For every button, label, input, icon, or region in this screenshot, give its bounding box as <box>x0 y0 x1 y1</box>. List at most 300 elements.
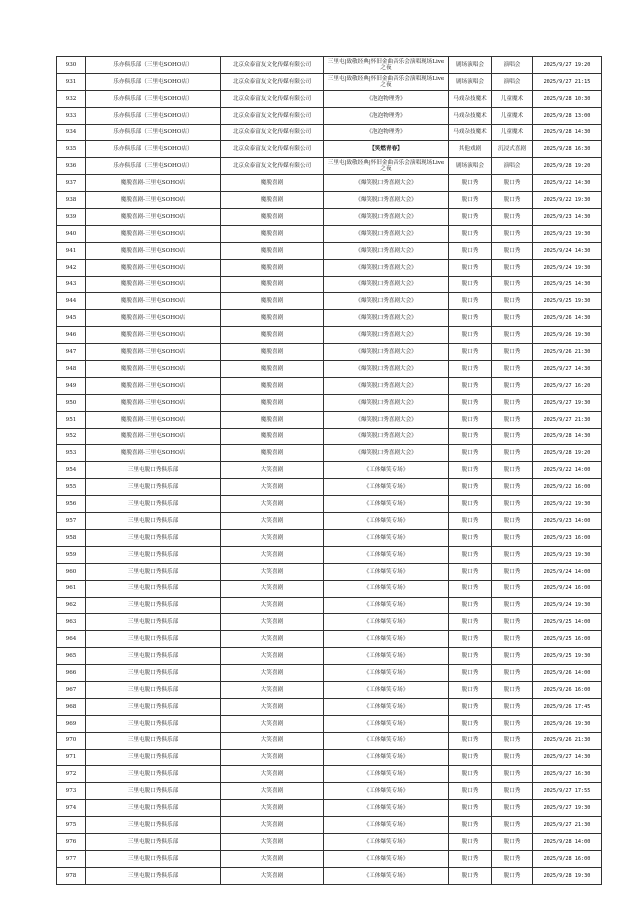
table-row <box>57 715 602 732</box>
category-cell: 脱口秀 <box>449 833 492 850</box>
table-row <box>57 648 602 665</box>
organizer-cell: 魔脱喜剧 <box>221 394 324 411</box>
organizer-cell: 大笑喜剧 <box>221 496 324 513</box>
table-row <box>57 90 602 107</box>
category-cell: 脱口秀 <box>449 529 492 546</box>
category-cell: 脱口秀 <box>449 681 492 698</box>
category-cell: 剧场演唱会 <box>449 57 492 74</box>
organizer-cell: 大笑喜剧 <box>221 817 324 834</box>
subcategory-cell: 脱口秀 <box>492 192 533 209</box>
category-cell: 脱口秀 <box>449 817 492 834</box>
category-cell: 剧场演唱会 <box>449 158 492 175</box>
subcategory-cell: 儿童魔术 <box>492 124 533 141</box>
table-row <box>57 209 602 226</box>
row-number-cell: 942 <box>57 259 86 276</box>
subcategory-cell: 脱口秀 <box>492 817 533 834</box>
performance-schedule-table <box>56 56 602 885</box>
datetime-cell: 2025/9/26 21:30 <box>533 344 602 361</box>
venue-cell: 三里屯脱口秀俱乐部 <box>86 732 221 749</box>
show-title-cell: 《工体爆笑专场》 <box>324 766 449 783</box>
organizer-cell: 大笑喜剧 <box>221 749 324 766</box>
show-title-cell: 《泡泡物理秀》 <box>324 90 449 107</box>
table-row <box>57 411 602 428</box>
show-title-cell: 《爆笑脱口秀喜剧大会》 <box>324 327 449 344</box>
row-number-cell: 977 <box>57 850 86 867</box>
category-cell: 脱口秀 <box>449 800 492 817</box>
subcategory-cell: 沉浸式喜剧 <box>492 141 533 158</box>
category-cell: 脱口秀 <box>449 665 492 682</box>
subcategory-cell: 演唱会 <box>492 73 533 90</box>
table-row <box>57 192 602 209</box>
row-number-cell: 930 <box>57 57 86 74</box>
datetime-cell: 2025/9/27 19:20 <box>533 57 602 74</box>
show-title-cell: 《爆笑脱口秀喜剧大会》 <box>324 293 449 310</box>
row-number-cell: 953 <box>57 445 86 462</box>
table-row <box>57 479 602 496</box>
subcategory-cell: 脱口秀 <box>492 225 533 242</box>
datetime-cell: 2025/9/28 14:00 <box>533 833 602 850</box>
venue-cell: 三里屯脱口秀俱乐部 <box>86 529 221 546</box>
datetime-cell: 2025/9/27 14:30 <box>533 361 602 378</box>
organizer-cell: 魔脱喜剧 <box>221 276 324 293</box>
datetime-cell: 2025/9/24 16:00 <box>533 580 602 597</box>
organizer-cell: 魔脱喜剧 <box>221 327 324 344</box>
show-title-cell: 《爆笑脱口秀喜剧大会》 <box>324 377 449 394</box>
show-title-cell: 《工体爆笑专场》 <box>324 546 449 563</box>
organizer-cell: 大笑喜剧 <box>221 783 324 800</box>
datetime-cell: 2025/9/26 19:30 <box>533 327 602 344</box>
datetime-cell: 2025/9/22 14:00 <box>533 462 602 479</box>
venue-cell: 魔脱喜剧-三里屯SOHO店 <box>86 411 221 428</box>
category-cell: 脱口秀 <box>449 715 492 732</box>
row-number-cell: 971 <box>57 749 86 766</box>
datetime-cell: 2025/9/22 19:30 <box>533 496 602 513</box>
datetime-cell: 2025/9/28 10:30 <box>533 90 602 107</box>
show-title-cell: 《爆笑脱口秀喜剧大会》 <box>324 242 449 259</box>
subcategory-cell: 脱口秀 <box>492 462 533 479</box>
show-title-cell: 《工体爆笑专场》 <box>324 496 449 513</box>
datetime-cell: 2025/9/26 19:30 <box>533 715 602 732</box>
organizer-cell: 大笑喜剧 <box>221 546 324 563</box>
subcategory-cell: 脱口秀 <box>492 377 533 394</box>
row-number-cell: 969 <box>57 715 86 732</box>
subcategory-cell: 脱口秀 <box>492 513 533 530</box>
venue-cell: 乐亦俱乐部（三里屯SOHO店） <box>86 124 221 141</box>
subcategory-cell: 脱口秀 <box>492 209 533 226</box>
venue-cell: 魔脱喜剧-三里屯SOHO店 <box>86 310 221 327</box>
venue-cell: 魔脱喜剧-三里屯SOHO店 <box>86 209 221 226</box>
organizer-cell: 魔脱喜剧 <box>221 377 324 394</box>
show-title-cell: 《工体爆笑专场》 <box>324 681 449 698</box>
venue-cell: 三里屯脱口秀俱乐部 <box>86 513 221 530</box>
venue-cell: 三里屯脱口秀俱乐部 <box>86 833 221 850</box>
subcategory-cell: 脱口秀 <box>492 698 533 715</box>
table-row <box>57 800 602 817</box>
datetime-cell: 2025/9/28 16:00 <box>533 850 602 867</box>
venue-cell: 三里屯脱口秀俱乐部 <box>86 631 221 648</box>
subcategory-cell: 脱口秀 <box>492 597 533 614</box>
show-title-cell: 《爆笑脱口秀喜剧大会》 <box>324 361 449 378</box>
subcategory-cell: 脱口秀 <box>492 732 533 749</box>
venue-cell: 魔脱喜剧-三里屯SOHO店 <box>86 192 221 209</box>
category-cell: 脱口秀 <box>449 175 492 192</box>
row-number-cell: 938 <box>57 192 86 209</box>
subcategory-cell: 脱口秀 <box>492 529 533 546</box>
row-number-cell: 965 <box>57 648 86 665</box>
row-number-cell: 970 <box>57 732 86 749</box>
organizer-cell: 大笑喜剧 <box>221 580 324 597</box>
subcategory-cell: 演唱会 <box>492 57 533 74</box>
organizer-cell: 大笑喜剧 <box>221 665 324 682</box>
table-row <box>57 580 602 597</box>
organizer-cell: 魔脱喜剧 <box>221 310 324 327</box>
subcategory-cell: 儿童魔术 <box>492 90 533 107</box>
row-number-cell: 944 <box>57 293 86 310</box>
venue-cell: 魔脱喜剧-三里屯SOHO店 <box>86 276 221 293</box>
datetime-cell: 2025/9/27 21:30 <box>533 411 602 428</box>
organizer-cell: 大笑喜剧 <box>221 513 324 530</box>
row-number-cell: 931 <box>57 73 86 90</box>
subcategory-cell: 脱口秀 <box>492 445 533 462</box>
row-number-cell: 966 <box>57 665 86 682</box>
venue-cell: 三里屯脱口秀俱乐部 <box>86 546 221 563</box>
venue-cell: 三里屯脱口秀俱乐部 <box>86 580 221 597</box>
table-row <box>57 529 602 546</box>
organizer-cell: 魔脱喜剧 <box>221 192 324 209</box>
show-title-cell: 《爆笑脱口秀喜剧大会》 <box>324 209 449 226</box>
show-title-cell: 《工体爆笑专场》 <box>324 597 449 614</box>
table-row <box>57 225 602 242</box>
venue-cell: 魔脱喜剧-三里屯SOHO店 <box>86 445 221 462</box>
organizer-cell: 大笑喜剧 <box>221 850 324 867</box>
subcategory-cell: 脱口秀 <box>492 783 533 800</box>
row-number-cell: 949 <box>57 377 86 394</box>
venue-cell: 魔脱喜剧-三里屯SOHO店 <box>86 242 221 259</box>
subcategory-cell: 脱口秀 <box>492 665 533 682</box>
row-number-cell: 940 <box>57 225 86 242</box>
subcategory-cell: 脱口秀 <box>492 479 533 496</box>
datetime-cell: 2025/9/24 14:00 <box>533 563 602 580</box>
organizer-cell: 北京众泰富友文化传媒有限公司 <box>221 73 324 90</box>
subcategory-cell: 脱口秀 <box>492 496 533 513</box>
table-row <box>57 867 602 884</box>
row-number-cell: 967 <box>57 681 86 698</box>
show-title-cell: 《爆笑脱口秀喜剧大会》 <box>324 175 449 192</box>
datetime-cell: 2025/9/25 19:30 <box>533 293 602 310</box>
document-page <box>56 56 591 885</box>
show-title-cell: 《工体爆笑专场》 <box>324 732 449 749</box>
datetime-cell: 2025/9/28 13:00 <box>533 107 602 124</box>
category-cell: 脱口秀 <box>449 580 492 597</box>
table-row <box>57 563 602 580</box>
venue-cell: 三里屯脱口秀俱乐部 <box>86 614 221 631</box>
show-title-cell: 《工体爆笑专场》 <box>324 817 449 834</box>
row-number-cell: 974 <box>57 800 86 817</box>
table-row <box>57 361 602 378</box>
datetime-cell: 2025/9/28 14:30 <box>533 124 602 141</box>
venue-cell: 三里屯脱口秀俱乐部 <box>86 563 221 580</box>
venue-cell: 三里屯脱口秀俱乐部 <box>86 462 221 479</box>
row-number-cell: 939 <box>57 209 86 226</box>
category-cell: 脱口秀 <box>449 698 492 715</box>
category-cell: 脱口秀 <box>449 462 492 479</box>
row-number-cell: 948 <box>57 361 86 378</box>
venue-cell: 乐亦俱乐部（三里屯SOHO店） <box>86 158 221 175</box>
row-number-cell: 978 <box>57 867 86 884</box>
show-title-cell: 《工体爆笑专场》 <box>324 715 449 732</box>
row-number-cell: 975 <box>57 817 86 834</box>
datetime-cell: 2025/9/27 16:30 <box>533 766 602 783</box>
category-cell: 脱口秀 <box>449 479 492 496</box>
subcategory-cell: 脱口秀 <box>492 749 533 766</box>
datetime-cell: 2025/9/23 14:00 <box>533 513 602 530</box>
table-row <box>57 698 602 715</box>
subcategory-cell: 儿童魔术 <box>492 107 533 124</box>
row-number-cell: 933 <box>57 107 86 124</box>
show-title-cell: 《工体爆笑专场》 <box>324 867 449 884</box>
venue-cell: 乐亦俱乐部（三里屯SOHO店） <box>86 73 221 90</box>
datetime-cell: 2025/9/27 21:15 <box>533 73 602 90</box>
subcategory-cell: 脱口秀 <box>492 648 533 665</box>
table-row <box>57 124 602 141</box>
table-row <box>57 513 602 530</box>
category-cell: 脱口秀 <box>449 225 492 242</box>
row-number-cell: 964 <box>57 631 86 648</box>
category-cell: 脱口秀 <box>449 394 492 411</box>
row-number-cell: 945 <box>57 310 86 327</box>
table-row <box>57 749 602 766</box>
table-row <box>57 310 602 327</box>
subcategory-cell: 脱口秀 <box>492 327 533 344</box>
category-cell: 脱口秀 <box>449 648 492 665</box>
category-cell: 脱口秀 <box>449 597 492 614</box>
subcategory-cell: 脱口秀 <box>492 563 533 580</box>
subcategory-cell: 脱口秀 <box>492 681 533 698</box>
show-title-cell: 三里屯|致敬经典|怀旧金曲音乐会演唱现场Live之夜 <box>324 57 449 74</box>
row-number-cell: 947 <box>57 344 86 361</box>
datetime-cell: 2025/9/27 19:30 <box>533 800 602 817</box>
organizer-cell: 魔脱喜剧 <box>221 428 324 445</box>
organizer-cell: 大笑喜剧 <box>221 732 324 749</box>
datetime-cell: 2025/9/28 14:30 <box>533 428 602 445</box>
datetime-cell: 2025/9/27 19:30 <box>533 394 602 411</box>
datetime-cell: 2025/9/28 19:20 <box>533 445 602 462</box>
show-title-cell: 《爆笑脱口秀喜剧大会》 <box>324 192 449 209</box>
datetime-cell: 2025/9/27 17:55 <box>533 783 602 800</box>
category-cell: 脱口秀 <box>449 546 492 563</box>
show-title-cell: 《工体爆笑专场》 <box>324 783 449 800</box>
show-title-cell: 《爆笑脱口秀喜剧大会》 <box>324 276 449 293</box>
table-row <box>57 766 602 783</box>
category-cell: 脱口秀 <box>449 749 492 766</box>
show-title-cell: 《爆笑脱口秀喜剧大会》 <box>324 310 449 327</box>
show-title-cell: 《工体爆笑专场》 <box>324 648 449 665</box>
venue-cell: 三里屯脱口秀俱乐部 <box>86 698 221 715</box>
datetime-cell: 2025/9/25 14:30 <box>533 276 602 293</box>
category-cell: 脱口秀 <box>449 242 492 259</box>
organizer-cell: 魔脱喜剧 <box>221 361 324 378</box>
category-cell: 剧场演唱会 <box>449 73 492 90</box>
row-number-cell: 952 <box>57 428 86 445</box>
subcategory-cell: 脱口秀 <box>492 546 533 563</box>
table-row <box>57 242 602 259</box>
subcategory-cell: 脱口秀 <box>492 242 533 259</box>
venue-cell: 魔脱喜剧-三里屯SOHO店 <box>86 175 221 192</box>
subcategory-cell: 脱口秀 <box>492 276 533 293</box>
category-cell: 脱口秀 <box>449 732 492 749</box>
table-row <box>57 293 602 310</box>
table-row <box>57 57 602 74</box>
organizer-cell: 大笑喜剧 <box>221 715 324 732</box>
show-title-cell: 《工体爆笑专场》 <box>324 698 449 715</box>
venue-cell: 三里屯脱口秀俱乐部 <box>86 479 221 496</box>
organizer-cell: 大笑喜剧 <box>221 800 324 817</box>
row-number-cell: 955 <box>57 479 86 496</box>
table-row <box>57 665 602 682</box>
datetime-cell: 2025/9/26 21:30 <box>533 732 602 749</box>
show-title-cell: 《爆笑脱口秀喜剧大会》 <box>324 394 449 411</box>
table-row <box>57 445 602 462</box>
organizer-cell: 大笑喜剧 <box>221 597 324 614</box>
category-cell: 脱口秀 <box>449 327 492 344</box>
organizer-cell: 北京众泰富友文化传媒有限公司 <box>221 124 324 141</box>
organizer-cell: 大笑喜剧 <box>221 648 324 665</box>
row-number-cell: 972 <box>57 766 86 783</box>
row-number-cell: 956 <box>57 496 86 513</box>
show-title-cell: 《爆笑脱口秀喜剧大会》 <box>324 344 449 361</box>
show-title-cell: 《工体爆笑专场》 <box>324 665 449 682</box>
datetime-cell: 2025/9/26 14:30 <box>533 310 602 327</box>
organizer-cell: 大笑喜剧 <box>221 867 324 884</box>
row-number-cell: 968 <box>57 698 86 715</box>
datetime-cell: 2025/9/28 19:20 <box>533 158 602 175</box>
show-title-cell: 三里屯|致敬经典|怀旧金曲音乐会演唱现场Live之夜 <box>324 158 449 175</box>
table-row <box>57 428 602 445</box>
show-title-cell: 《工体爆笑专场》 <box>324 563 449 580</box>
category-cell: 脱口秀 <box>449 361 492 378</box>
table-row <box>57 833 602 850</box>
venue-cell: 魔脱喜剧-三里屯SOHO店 <box>86 377 221 394</box>
table-row <box>57 394 602 411</box>
subcategory-cell: 脱口秀 <box>492 631 533 648</box>
venue-cell: 三里屯脱口秀俱乐部 <box>86 800 221 817</box>
category-cell: 脱口秀 <box>449 563 492 580</box>
subcategory-cell: 脱口秀 <box>492 411 533 428</box>
datetime-cell: 2025/9/22 16:00 <box>533 479 602 496</box>
category-cell: 马戏杂技魔术 <box>449 124 492 141</box>
table-row <box>57 631 602 648</box>
subcategory-cell: 脱口秀 <box>492 867 533 884</box>
datetime-cell: 2025/9/24 19:30 <box>533 259 602 276</box>
organizer-cell: 大笑喜剧 <box>221 833 324 850</box>
table-row <box>57 614 602 631</box>
table-row <box>57 175 602 192</box>
row-number-cell: 941 <box>57 242 86 259</box>
show-title-cell: 《爆笑脱口秀喜剧大会》 <box>324 428 449 445</box>
table-row <box>57 158 602 175</box>
organizer-cell: 魔脱喜剧 <box>221 175 324 192</box>
organizer-cell: 北京众泰富友文化传媒有限公司 <box>221 141 324 158</box>
row-number-cell: 950 <box>57 394 86 411</box>
category-cell: 脱口秀 <box>449 496 492 513</box>
category-cell: 其他戏剧 <box>449 141 492 158</box>
organizer-cell: 魔脱喜剧 <box>221 259 324 276</box>
subcategory-cell: 脱口秀 <box>492 293 533 310</box>
table-row <box>57 141 602 158</box>
category-cell: 脱口秀 <box>449 513 492 530</box>
category-cell: 脱口秀 <box>449 850 492 867</box>
organizer-cell: 魔脱喜剧 <box>221 344 324 361</box>
venue-cell: 乐亦俱乐部（三里屯SOHO店） <box>86 141 221 158</box>
category-cell: 脱口秀 <box>449 209 492 226</box>
datetime-cell: 2025/9/25 16:00 <box>533 631 602 648</box>
show-title-cell: 《泡泡物理秀》 <box>324 107 449 124</box>
subcategory-cell: 脱口秀 <box>492 361 533 378</box>
show-title-cell: 《工体爆笑专场》 <box>324 850 449 867</box>
table-row <box>57 732 602 749</box>
row-number-cell: 973 <box>57 783 86 800</box>
table-body <box>57 57 602 885</box>
show-title-cell: 三里屯|致敬经典|怀旧金曲音乐会演唱现场Live之夜 <box>324 73 449 90</box>
venue-cell: 三里屯脱口秀俱乐部 <box>86 867 221 884</box>
row-number-cell: 935 <box>57 141 86 158</box>
datetime-cell: 2025/9/27 21:30 <box>533 817 602 834</box>
category-cell: 脱口秀 <box>449 614 492 631</box>
row-number-cell: 943 <box>57 276 86 293</box>
row-number-cell: 946 <box>57 327 86 344</box>
show-title-cell: 《爆笑脱口秀喜剧大会》 <box>324 225 449 242</box>
row-number-cell: 951 <box>57 411 86 428</box>
show-title-cell: 《工体爆笑专场》 <box>324 513 449 530</box>
subcategory-cell: 脱口秀 <box>492 394 533 411</box>
subcategory-cell: 脱口秀 <box>492 344 533 361</box>
subcategory-cell: 脱口秀 <box>492 833 533 850</box>
category-cell: 脱口秀 <box>449 259 492 276</box>
venue-cell: 三里屯脱口秀俱乐部 <box>86 850 221 867</box>
organizer-cell: 大笑喜剧 <box>221 698 324 715</box>
row-number-cell: 934 <box>57 124 86 141</box>
venue-cell: 魔脱喜剧-三里屯SOHO店 <box>86 394 221 411</box>
show-title-cell: 《工体爆笑专场》 <box>324 529 449 546</box>
datetime-cell: 2025/9/22 14:30 <box>533 175 602 192</box>
show-title-cell: 《工体爆笑专场》 <box>324 580 449 597</box>
category-cell: 脱口秀 <box>449 293 492 310</box>
table-row <box>57 344 602 361</box>
table-row <box>57 377 602 394</box>
subcategory-cell: 演唱会 <box>492 158 533 175</box>
venue-cell: 魔脱喜剧-三里屯SOHO店 <box>86 428 221 445</box>
row-number-cell: 936 <box>57 158 86 175</box>
table-row <box>57 681 602 698</box>
organizer-cell: 魔脱喜剧 <box>221 209 324 226</box>
show-title-cell: 《工体爆笑专场》 <box>324 833 449 850</box>
organizer-cell: 魔脱喜剧 <box>221 445 324 462</box>
venue-cell: 乐亦俱乐部（三里屯SOHO店） <box>86 107 221 124</box>
datetime-cell: 2025/9/25 14:00 <box>533 614 602 631</box>
category-cell: 脱口秀 <box>449 428 492 445</box>
category-cell: 脱口秀 <box>449 276 492 293</box>
show-title-cell: 《爆笑脱口秀喜剧大会》 <box>324 411 449 428</box>
organizer-cell: 大笑喜剧 <box>221 563 324 580</box>
table-row <box>57 817 602 834</box>
show-title-cell: 【笑燃青春】 <box>324 141 449 158</box>
subcategory-cell: 脱口秀 <box>492 766 533 783</box>
category-cell: 脱口秀 <box>449 766 492 783</box>
organizer-cell: 北京众泰富友文化传媒有限公司 <box>221 158 324 175</box>
venue-cell: 三里屯脱口秀俱乐部 <box>86 665 221 682</box>
venue-cell: 魔脱喜剧-三里屯SOHO店 <box>86 361 221 378</box>
organizer-cell: 大笑喜剧 <box>221 766 324 783</box>
